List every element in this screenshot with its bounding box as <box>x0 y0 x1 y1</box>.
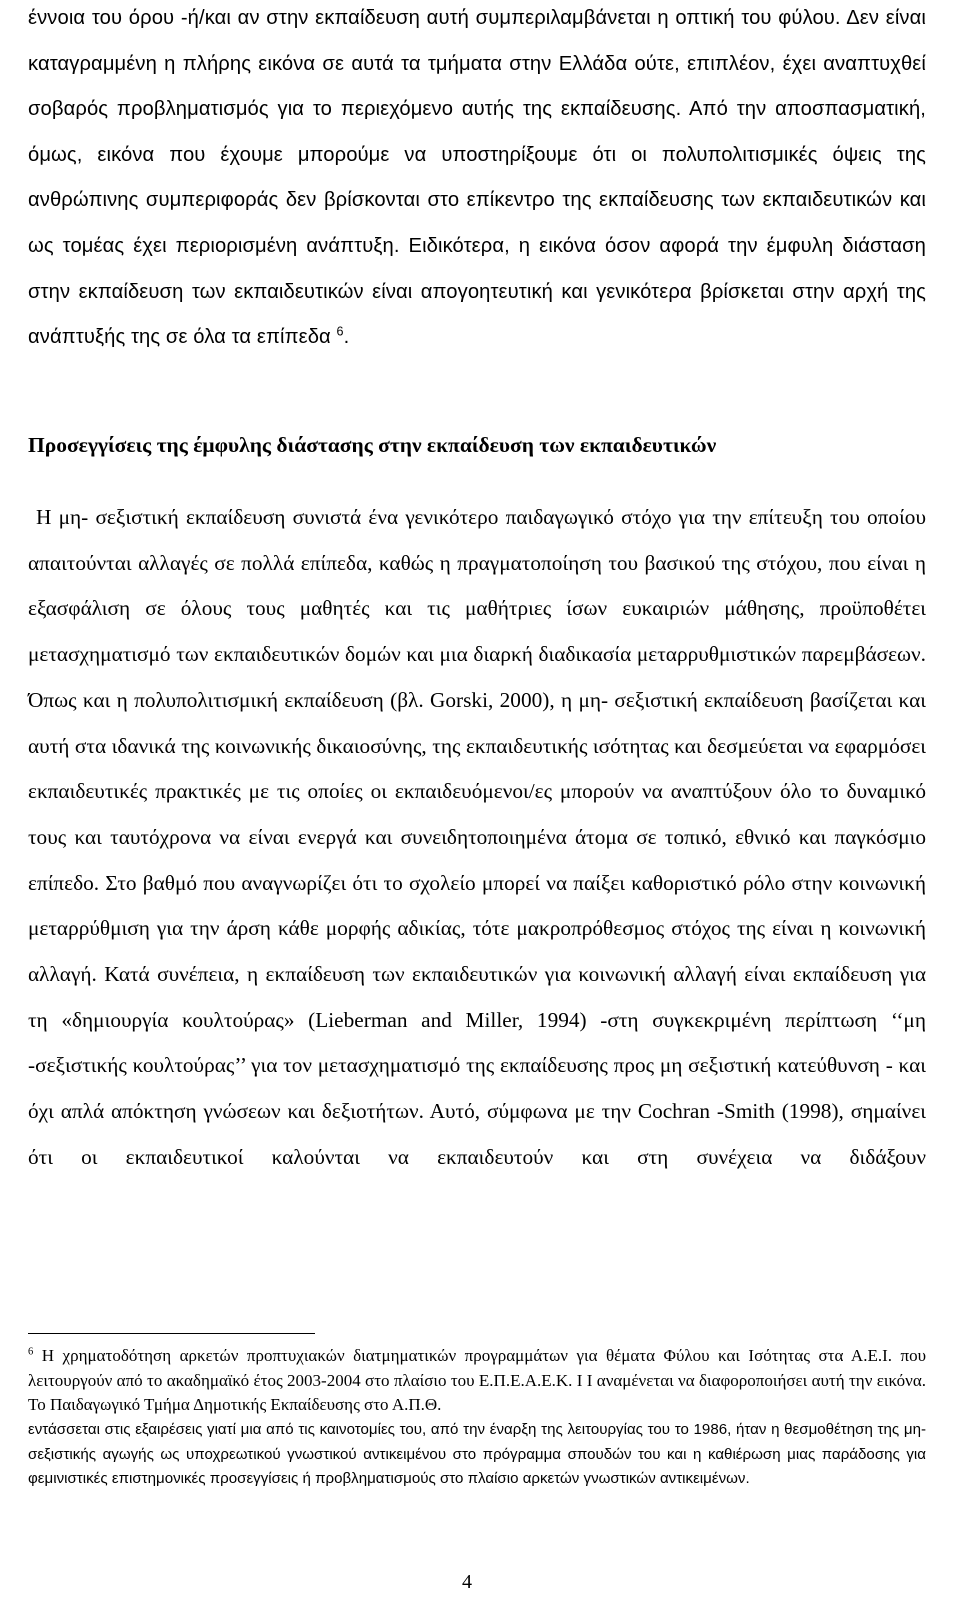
paragraph-text: έννοια του όρου -ή/και αν στην εκπαίδευση αυτή συμπεριλαμβάνεται η οπτική του φύλου. Δεν είναι καταγραμμένη η πλήρης εικόνα σε αυτά τα τμήματα στην Ελλάδα ούτε, επιπλέον, έχει αναπτυχθεί σοβαρός προβληματισμός για το περιεχόμενο αυτής της εκπαίδευσης. Από την αποσπασματική, όμως, εικόνα που έχουμε μπορούμε να υποστηρίξουμε ότι οι πολυπολιτισμικές όψεις της ανθρώπινης συμπεριφοράς δεν βρίσκονται στο επίκεντρο της εκπαίδευσης των εκπαιδευτικών και ως τομέας έχει περιορισμένη ανάπτυξη. Ειδικότερα, η εικόνα όσον αφορά την έμφυλη διάσταση στην εκπαίδευση των εκπαιδευτικών είναι απογοητευτική και γενικότερα βρίσκεται στην αρχή της ανάπτυξής της σε όλα τα επίπεδα <box>28 7 926 349</box>
section-heading: Προσεγγίσεις της έμφυλης διάστασης στην εκπαίδευση των εκπαιδευτικών <box>28 433 717 457</box>
body-paragraph-2: Η μη- σεξιστική εκπαίδευση συνιστά ένα γενικότερο παιδαγωγικό στόχο για την επίτευξη του οποίου απαιτούνται αλλαγές σε πολλά επίπεδα, καθώς η πραγματοποίηση του βασικού της στόχου, που είναι η εξασφάλιση σε όλους τους μαθητές και τις μαθήτριες ίσων ευκαιριών μάθησης, προϋποθέτει μετασχηματισμό των εκπαιδευτικών δομών και μια διαρκή διαδικασία μεταρρυθμιστικών παρεμβάσεων. Όπως και η πολυπολιτισμική εκπαίδευση (βλ. Gorski, 2000), η μη- σεξιστική εκπαίδευση βασίζεται και αυτή στα ιδανικά της κοινωνικής δικαιοσύνης, της εκπαιδευτικής ισότητας και δεσμεύεται να εφαρμόσει εκπαιδευτικές πρακτικές με τις οποίες οι εκπαιδευόμενοι/ες μπορούν να αναπτύξουν όλο το δυναμικό τους και ταυτόχρονα να είναι ενεργά και συνειδητοποιημένα άτομα σε τοπικό, εθνικό και παγκόσμιο επίπεδο. Στο βαθμό που αναγνωρίζει ότι το σχολείο μπορεί να παίξει καθοριστικό ρόλο στην κοινωνική μεταρρύθμιση για την άρση κάθε μορφής αδικίας, τότε μακροπρόθεσμος στόχος της είναι η κοινωνική αλλαγή. Κατά συνέπεια, η εκπαίδευση των εκπαιδευτικών για κοινωνική αλλαγή είναι εκπαίδευση για τη «δημιουργία κουλτούρας» (Lieberman and Miller, 1994) -στη συγκεκριμένη περίπτωση ‘‘μη -σεξιστικής κουλτούρας’’ για τον μετασχηματισμό της εκπαίδευσης προς μη σεξιστική κατεύθυνση - και όχι απλά απόκτηση γνώσεων και δεξιοτήτων. Αυτό, σύμφωνα με την Cochran -Smith (1998), σημαίνει ότι οι εκπαιδευτικοί καλούνται να εκπαιδευτούν και στη συνέχεια να διδάξουν <box>28 505 926 1169</box>
footnote-continuation: εντάσσεται στις εξαιρέσεις γιατί μια από τις καινοτομίες του, από την έναρξη της λειτουργίας του το 1986, ήταν η θεσμοθέτηση της μη-σεξιστικής αγωγής ως υποχρεωτικού γνωστικού αντικειμένου στο πρόγραμμα σπουδών του και η καθιέρωση μιας παράδοσης για φεμινιστικές επιστημονικές προσεγγίσεις ή προβληματισμούς στο πλαίσιο αρκετών γνωστικών αντικειμένων. <box>28 1421 926 1488</box>
footnote-text-a: Η χρηματοδότηση αρκετών προπτυχιακών διατμηματικών προγραμμάτων για θέματα Φύλου και Ισότητας στα Α.Ε.Ι. που λειτουργούν από το ακαδημαϊκό έτος 2003-2004 στο πλαίσιο του Ε.Π.Ε.Α.Ε.Κ. Ι Ι αναμένεται να διαφοροποιήσει αυτή την εικόνα. Το Παιδαγωγικό Τμήμα Δημοτικής Εκπαίδευσης στο Α.Π.Θ. <box>28 1346 926 1414</box>
page-number: 4 <box>462 1571 472 1593</box>
footnote-reference: 6 <box>336 324 344 339</box>
footnote-marker: 6 <box>28 1346 34 1358</box>
body-paragraph <box>28 0 926 361</box>
paragraph-end: . <box>343 326 350 349</box>
footnote <box>28 1344 926 1418</box>
footnote-separator <box>28 1333 315 1334</box>
